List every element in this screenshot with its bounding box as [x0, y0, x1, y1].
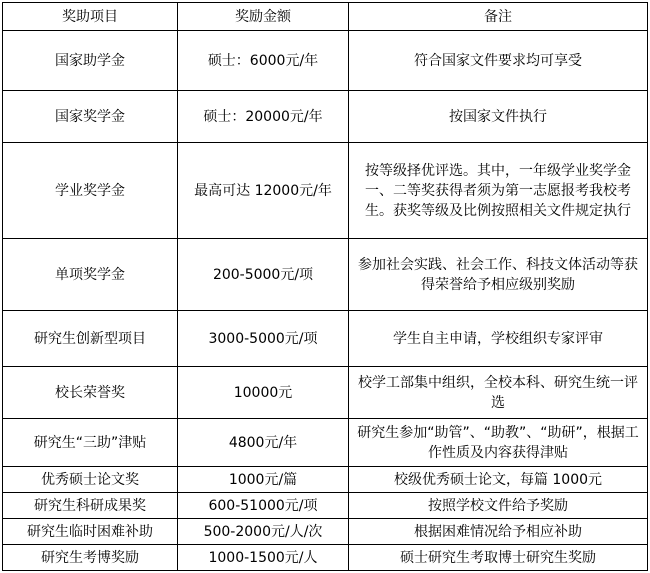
- cell-item: 研究生临时困难补助: [3, 519, 178, 545]
- cell-amount: 硕士：6000元/年: [178, 31, 349, 91]
- table-row: [3, 239, 648, 311]
- cell-note: 硕士研究生考取博士研究生奖励: [349, 545, 648, 571]
- header-amount: 奖励金额: [178, 3, 349, 31]
- table-row: [3, 519, 648, 545]
- cell-note: 按国家文件执行: [349, 91, 648, 143]
- cell-item: 研究生考博奖励: [3, 545, 178, 571]
- table-row: [3, 31, 648, 91]
- cell-note: 校学工部集中组织，全校本科、研究生统一评选: [349, 367, 648, 419]
- cell-note: 校级优秀硕士论文，每篇 1000元: [349, 467, 648, 493]
- cell-item: 研究生创新型项目: [3, 311, 178, 367]
- table-row: [3, 467, 648, 493]
- header-item: 奖助项目: [3, 3, 178, 31]
- cell-amount: 4800元/年: [178, 419, 349, 467]
- cell-item: 研究生“三助”津贴: [3, 419, 178, 467]
- cell-amount: 3000-5000元/项: [178, 311, 349, 367]
- cell-amount: 500-2000元/人/次: [178, 519, 349, 545]
- table-row: [3, 143, 648, 239]
- cell-note: 学生自主申请，学校组织专家评审: [349, 311, 648, 367]
- table-row: [3, 91, 648, 143]
- cell-item: 研究生科研成果奖: [3, 493, 178, 519]
- cell-item: 优秀硕士论文奖: [3, 467, 178, 493]
- table-row: [3, 367, 648, 419]
- table-row: [3, 419, 648, 467]
- cell-amount: 最高可达 12000元/年: [178, 143, 349, 239]
- cell-note: 按照学校文件给予奖励: [349, 493, 648, 519]
- cell-note: 参加社会实践、社会工作、科技文体活动等获得荣誉给予相应级别奖励: [349, 239, 648, 311]
- cell-note: 根据困难情况给予相应补助: [349, 519, 648, 545]
- cell-item: 单项奖学金: [3, 239, 178, 311]
- header-row: [3, 3, 648, 31]
- cell-note: 按等级择优评选。其中，一年级学业奖学金一、二等奖获得者须为第一志愿报考我校考生。获奖等级及比例按照相关文件规定执行: [349, 143, 648, 239]
- cell-item: 学业奖学金: [3, 143, 178, 239]
- cell-amount: 10000元: [178, 367, 349, 419]
- table-row: [3, 493, 648, 519]
- table-row: [3, 311, 648, 367]
- cell-note: 符合国家文件要求均可享受: [349, 31, 648, 91]
- cell-amount: 600-51000元/项: [178, 493, 349, 519]
- cell-note: 研究生参加“助管”、“助教”、“助研”，根据工作性质及内容获得津贴: [349, 419, 648, 467]
- cell-item: 校长荣誉奖: [3, 367, 178, 419]
- table-row: [3, 545, 648, 571]
- scholarship-table: [2, 2, 648, 571]
- cell-item: 国家奖学金: [3, 91, 178, 143]
- cell-item: 国家助学金: [3, 31, 178, 91]
- cell-amount: 1000-1500元/人: [178, 545, 349, 571]
- cell-amount: 硕士：20000元/年: [178, 91, 349, 143]
- cell-amount: 200-5000元/项: [178, 239, 349, 311]
- header-note: 备注: [349, 3, 648, 31]
- cell-amount: 1000元/篇: [178, 467, 349, 493]
